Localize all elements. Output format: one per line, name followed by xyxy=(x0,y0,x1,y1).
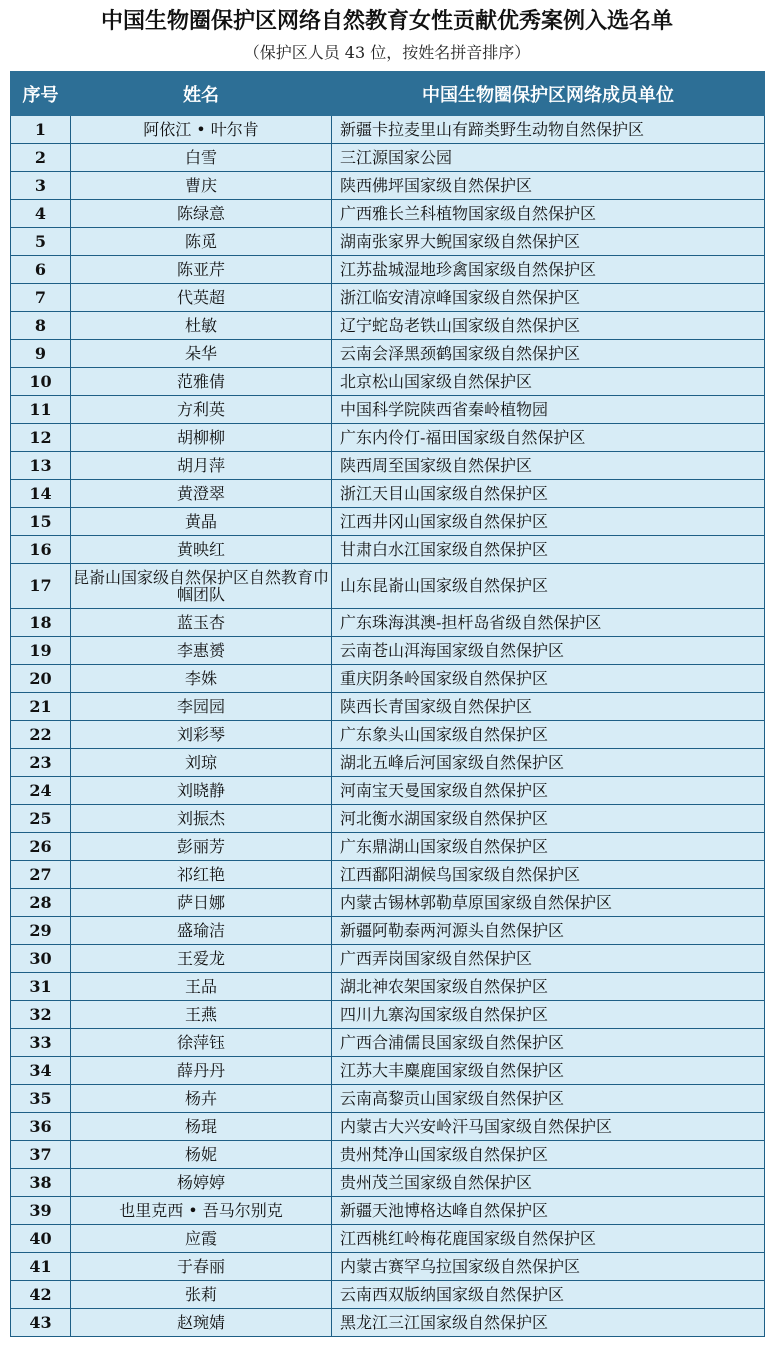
table-row xyxy=(11,861,765,889)
header-row xyxy=(11,72,765,116)
cell-number: 17 xyxy=(11,564,71,609)
cell-number: 33 xyxy=(11,1029,71,1057)
cell-number: 30 xyxy=(11,945,71,973)
table-row xyxy=(11,1057,765,1085)
cell-name: 黄澄翠 xyxy=(71,480,332,508)
table-row xyxy=(11,116,765,144)
cell-unit: 云南苍山洱海国家级自然保护区 xyxy=(332,637,765,665)
cell-name: 胡柳柳 xyxy=(71,424,332,452)
cell-number: 35 xyxy=(11,1085,71,1113)
cell-number: 15 xyxy=(11,508,71,536)
cell-unit: 黑龙江三江国家级自然保护区 xyxy=(332,1309,765,1337)
table-row xyxy=(11,917,765,945)
cell-name: 萨日娜 xyxy=(71,889,332,917)
cell-unit: 广东鼎湖山国家级自然保护区 xyxy=(332,833,765,861)
cell-unit: 河北衡水湖国家级自然保护区 xyxy=(332,805,765,833)
cell-number: 3 xyxy=(11,172,71,200)
cell-name: 方利英 xyxy=(71,396,332,424)
table-row xyxy=(11,480,765,508)
table-row xyxy=(11,1113,765,1141)
cell-unit: 云南会泽黑颈鹤国家级自然保护区 xyxy=(332,340,765,368)
cell-number: 6 xyxy=(11,256,71,284)
cell-unit: 陕西长青国家级自然保护区 xyxy=(332,693,765,721)
cell-number: 34 xyxy=(11,1057,71,1085)
cell-number: 16 xyxy=(11,536,71,564)
column-header-unit: 中国生物圈保护区网络成员单位 xyxy=(332,72,765,116)
table-row xyxy=(11,200,765,228)
table-header xyxy=(11,72,765,116)
cell-unit: 内蒙古锡林郭勒草原国家级自然保护区 xyxy=(332,889,765,917)
cell-unit: 辽宁蛇岛老铁山国家级自然保护区 xyxy=(332,312,765,340)
cell-name: 也里克西 • 吾马尔别克 xyxy=(71,1197,332,1225)
cell-unit: 山东昆嵛山国家级自然保护区 xyxy=(332,564,765,609)
table-row xyxy=(11,396,765,424)
cell-unit: 新疆天池博格达峰自然保护区 xyxy=(332,1197,765,1225)
cell-unit: 广东珠海淇澳-担杆岛省级自然保护区 xyxy=(332,609,765,637)
cell-unit: 甘肃白水江国家级自然保护区 xyxy=(332,536,765,564)
cell-unit: 浙江临安清凉峰国家级自然保护区 xyxy=(332,284,765,312)
cell-unit: 贵州梵净山国家级自然保护区 xyxy=(332,1141,765,1169)
cell-name: 刘晓静 xyxy=(71,777,332,805)
cell-number: 43 xyxy=(11,1309,71,1337)
cell-unit: 内蒙古大兴安岭汗马国家级自然保护区 xyxy=(332,1113,765,1141)
cell-name: 赵琬婧 xyxy=(71,1309,332,1337)
cell-name: 刘琼 xyxy=(71,749,332,777)
cell-name: 徐萍钰 xyxy=(71,1029,332,1057)
table-row xyxy=(11,805,765,833)
table-row xyxy=(11,564,765,609)
cell-unit: 陕西佛坪国家级自然保护区 xyxy=(332,172,765,200)
cell-number: 32 xyxy=(11,1001,71,1029)
document-title: 中国生物圈保护区网络自然教育女性贡献优秀案例入选名单 xyxy=(100,9,673,34)
cell-unit: 重庆阴条岭国家级自然保护区 xyxy=(332,665,765,693)
cell-number: 29 xyxy=(11,917,71,945)
cell-number: 10 xyxy=(11,368,71,396)
cell-number: 5 xyxy=(11,228,71,256)
cell-unit: 内蒙古赛罕乌拉国家级自然保护区 xyxy=(332,1253,765,1281)
cell-unit: 广东象头山国家级自然保护区 xyxy=(332,721,765,749)
table-row xyxy=(11,452,765,480)
cell-number: 19 xyxy=(11,637,71,665)
table-row xyxy=(11,1029,765,1057)
table-row xyxy=(11,889,765,917)
cell-unit: 江西井冈山国家级自然保护区 xyxy=(332,508,765,536)
cell-number: 13 xyxy=(11,452,71,480)
table-row xyxy=(11,777,765,805)
table-row xyxy=(11,368,765,396)
cell-name: 张莉 xyxy=(71,1281,332,1309)
table-row xyxy=(11,1141,765,1169)
table-row xyxy=(11,1225,765,1253)
table-row xyxy=(11,1169,765,1197)
cell-number: 23 xyxy=(11,749,71,777)
cell-unit: 广西弄岗国家级自然保护区 xyxy=(332,945,765,973)
table-row xyxy=(11,749,765,777)
table-row xyxy=(11,1253,765,1281)
cell-name: 王燕 xyxy=(71,1001,332,1029)
cell-unit: 湖南张家界大鲵国家级自然保护区 xyxy=(332,228,765,256)
cell-number: 36 xyxy=(11,1113,71,1141)
cell-number: 22 xyxy=(11,721,71,749)
table-row xyxy=(11,340,765,368)
table-row xyxy=(11,973,765,1001)
cell-name: 杨婷婷 xyxy=(71,1169,332,1197)
cell-unit: 江西鄱阳湖候鸟国家级自然保护区 xyxy=(332,861,765,889)
table-row xyxy=(11,833,765,861)
cell-number: 26 xyxy=(11,833,71,861)
cell-number: 31 xyxy=(11,973,71,1001)
cell-name: 刘振杰 xyxy=(71,805,332,833)
cell-name: 昆嵛山国家级自然保护区自然教育巾帼团队 xyxy=(71,564,332,609)
cell-number: 8 xyxy=(11,312,71,340)
table-row xyxy=(11,945,765,973)
table-row xyxy=(11,609,765,637)
cell-unit: 新疆卡拉麦里山有蹄类野生动物自然保护区 xyxy=(332,116,765,144)
cell-number: 9 xyxy=(11,340,71,368)
table-row xyxy=(11,536,765,564)
cell-unit: 新疆阿勒泰两河源头自然保护区 xyxy=(332,917,765,945)
cell-name: 杨卉 xyxy=(71,1085,332,1113)
table-row xyxy=(11,1281,765,1309)
cell-unit: 江苏大丰麋鹿国家级自然保护区 xyxy=(332,1057,765,1085)
cell-name: 曹庆 xyxy=(71,172,332,200)
cell-name: 彭丽芳 xyxy=(71,833,332,861)
cell-number: 42 xyxy=(11,1281,71,1309)
table-row xyxy=(11,256,765,284)
cell-name: 王品 xyxy=(71,973,332,1001)
cell-name: 祁红艳 xyxy=(71,861,332,889)
cell-name: 白雪 xyxy=(71,144,332,172)
table-row xyxy=(11,1309,765,1337)
table-row xyxy=(11,228,765,256)
cell-number: 25 xyxy=(11,805,71,833)
column-header-name: 姓名 xyxy=(71,72,332,116)
table-row xyxy=(11,1001,765,1029)
document-subtitle: （保护区人员 43 位，按姓名拼音排序） xyxy=(243,43,531,62)
cell-name: 阿依江 • 叶尔肯 xyxy=(71,116,332,144)
table-row xyxy=(11,637,765,665)
cell-name: 朵华 xyxy=(71,340,332,368)
cell-unit: 中国科学院陕西省秦岭植物园 xyxy=(332,396,765,424)
cell-unit: 江西桃红岭梅花鹿国家级自然保护区 xyxy=(332,1225,765,1253)
cell-unit: 江苏盐城湿地珍禽国家级自然保护区 xyxy=(332,256,765,284)
cell-name: 陈绿意 xyxy=(71,200,332,228)
cell-name: 杜敏 xyxy=(71,312,332,340)
cell-name: 胡月萍 xyxy=(71,452,332,480)
cell-name: 王爱龙 xyxy=(71,945,332,973)
cell-number: 38 xyxy=(11,1169,71,1197)
table-row xyxy=(11,508,765,536)
cell-number: 18 xyxy=(11,609,71,637)
table-row xyxy=(11,721,765,749)
cell-number: 11 xyxy=(11,396,71,424)
cell-unit: 河南宝天曼国家级自然保护区 xyxy=(332,777,765,805)
table-row xyxy=(11,1197,765,1225)
table-row xyxy=(11,172,765,200)
column-header-number: 序号 xyxy=(11,72,71,116)
cell-name: 杨琨 xyxy=(71,1113,332,1141)
table-row xyxy=(11,1085,765,1113)
table-row xyxy=(11,284,765,312)
cell-name: 代英超 xyxy=(71,284,332,312)
cell-number: 39 xyxy=(11,1197,71,1225)
table-row xyxy=(11,693,765,721)
cell-name: 于春丽 xyxy=(71,1253,332,1281)
cell-number: 37 xyxy=(11,1141,71,1169)
cell-name: 盛瑜洁 xyxy=(71,917,332,945)
cell-unit: 云南西双版纳国家级自然保护区 xyxy=(332,1281,765,1309)
table-row xyxy=(11,665,765,693)
cell-number: 7 xyxy=(11,284,71,312)
cell-name: 李惠赟 xyxy=(71,637,332,665)
cell-unit: 北京松山国家级自然保护区 xyxy=(332,368,765,396)
cell-unit: 陕西周至国家级自然保护区 xyxy=(332,452,765,480)
cell-unit: 云南高黎贡山国家级自然保护区 xyxy=(332,1085,765,1113)
cell-number: 20 xyxy=(11,665,71,693)
cell-number: 28 xyxy=(11,889,71,917)
cell-number: 12 xyxy=(11,424,71,452)
cell-unit: 四川九寨沟国家级自然保护区 xyxy=(332,1001,765,1029)
selection-list-table xyxy=(10,71,765,1337)
cell-number: 27 xyxy=(11,861,71,889)
cell-unit: 广西雅长兰科植物国家级自然保护区 xyxy=(332,200,765,228)
table-row xyxy=(11,144,765,172)
cell-name: 刘彩琴 xyxy=(71,721,332,749)
cell-name: 杨妮 xyxy=(71,1141,332,1169)
table-row xyxy=(11,424,765,452)
cell-number: 14 xyxy=(11,480,71,508)
cell-name: 黄晶 xyxy=(71,508,332,536)
cell-number: 2 xyxy=(11,144,71,172)
cell-name: 陈亚芹 xyxy=(71,256,332,284)
cell-unit: 湖北神农架国家级自然保护区 xyxy=(332,973,765,1001)
cell-number: 4 xyxy=(11,200,71,228)
cell-name: 薛丹丹 xyxy=(71,1057,332,1085)
cell-name: 蓝玉杏 xyxy=(71,609,332,637)
table-body xyxy=(11,116,765,1337)
cell-unit: 贵州茂兰国家级自然保护区 xyxy=(332,1169,765,1197)
cell-unit: 浙江天目山国家级自然保护区 xyxy=(332,480,765,508)
cell-name: 李园园 xyxy=(71,693,332,721)
cell-unit: 三江源国家公园 xyxy=(332,144,765,172)
cell-unit: 湖北五峰后河国家级自然保护区 xyxy=(332,749,765,777)
cell-name: 李姝 xyxy=(71,665,332,693)
cell-number: 1 xyxy=(11,116,71,144)
cell-number: 40 xyxy=(11,1225,71,1253)
cell-name: 陈觅 xyxy=(71,228,332,256)
cell-unit: 广东内伶仃-福田国家级自然保护区 xyxy=(332,424,765,452)
cell-unit: 广西合浦儒艮国家级自然保护区 xyxy=(332,1029,765,1057)
cell-number: 41 xyxy=(11,1253,71,1281)
cell-name: 应霞 xyxy=(71,1225,332,1253)
table-row xyxy=(11,312,765,340)
cell-number: 21 xyxy=(11,693,71,721)
cell-number: 24 xyxy=(11,777,71,805)
cell-name: 范雅倩 xyxy=(71,368,332,396)
cell-name: 黄映红 xyxy=(71,536,332,564)
